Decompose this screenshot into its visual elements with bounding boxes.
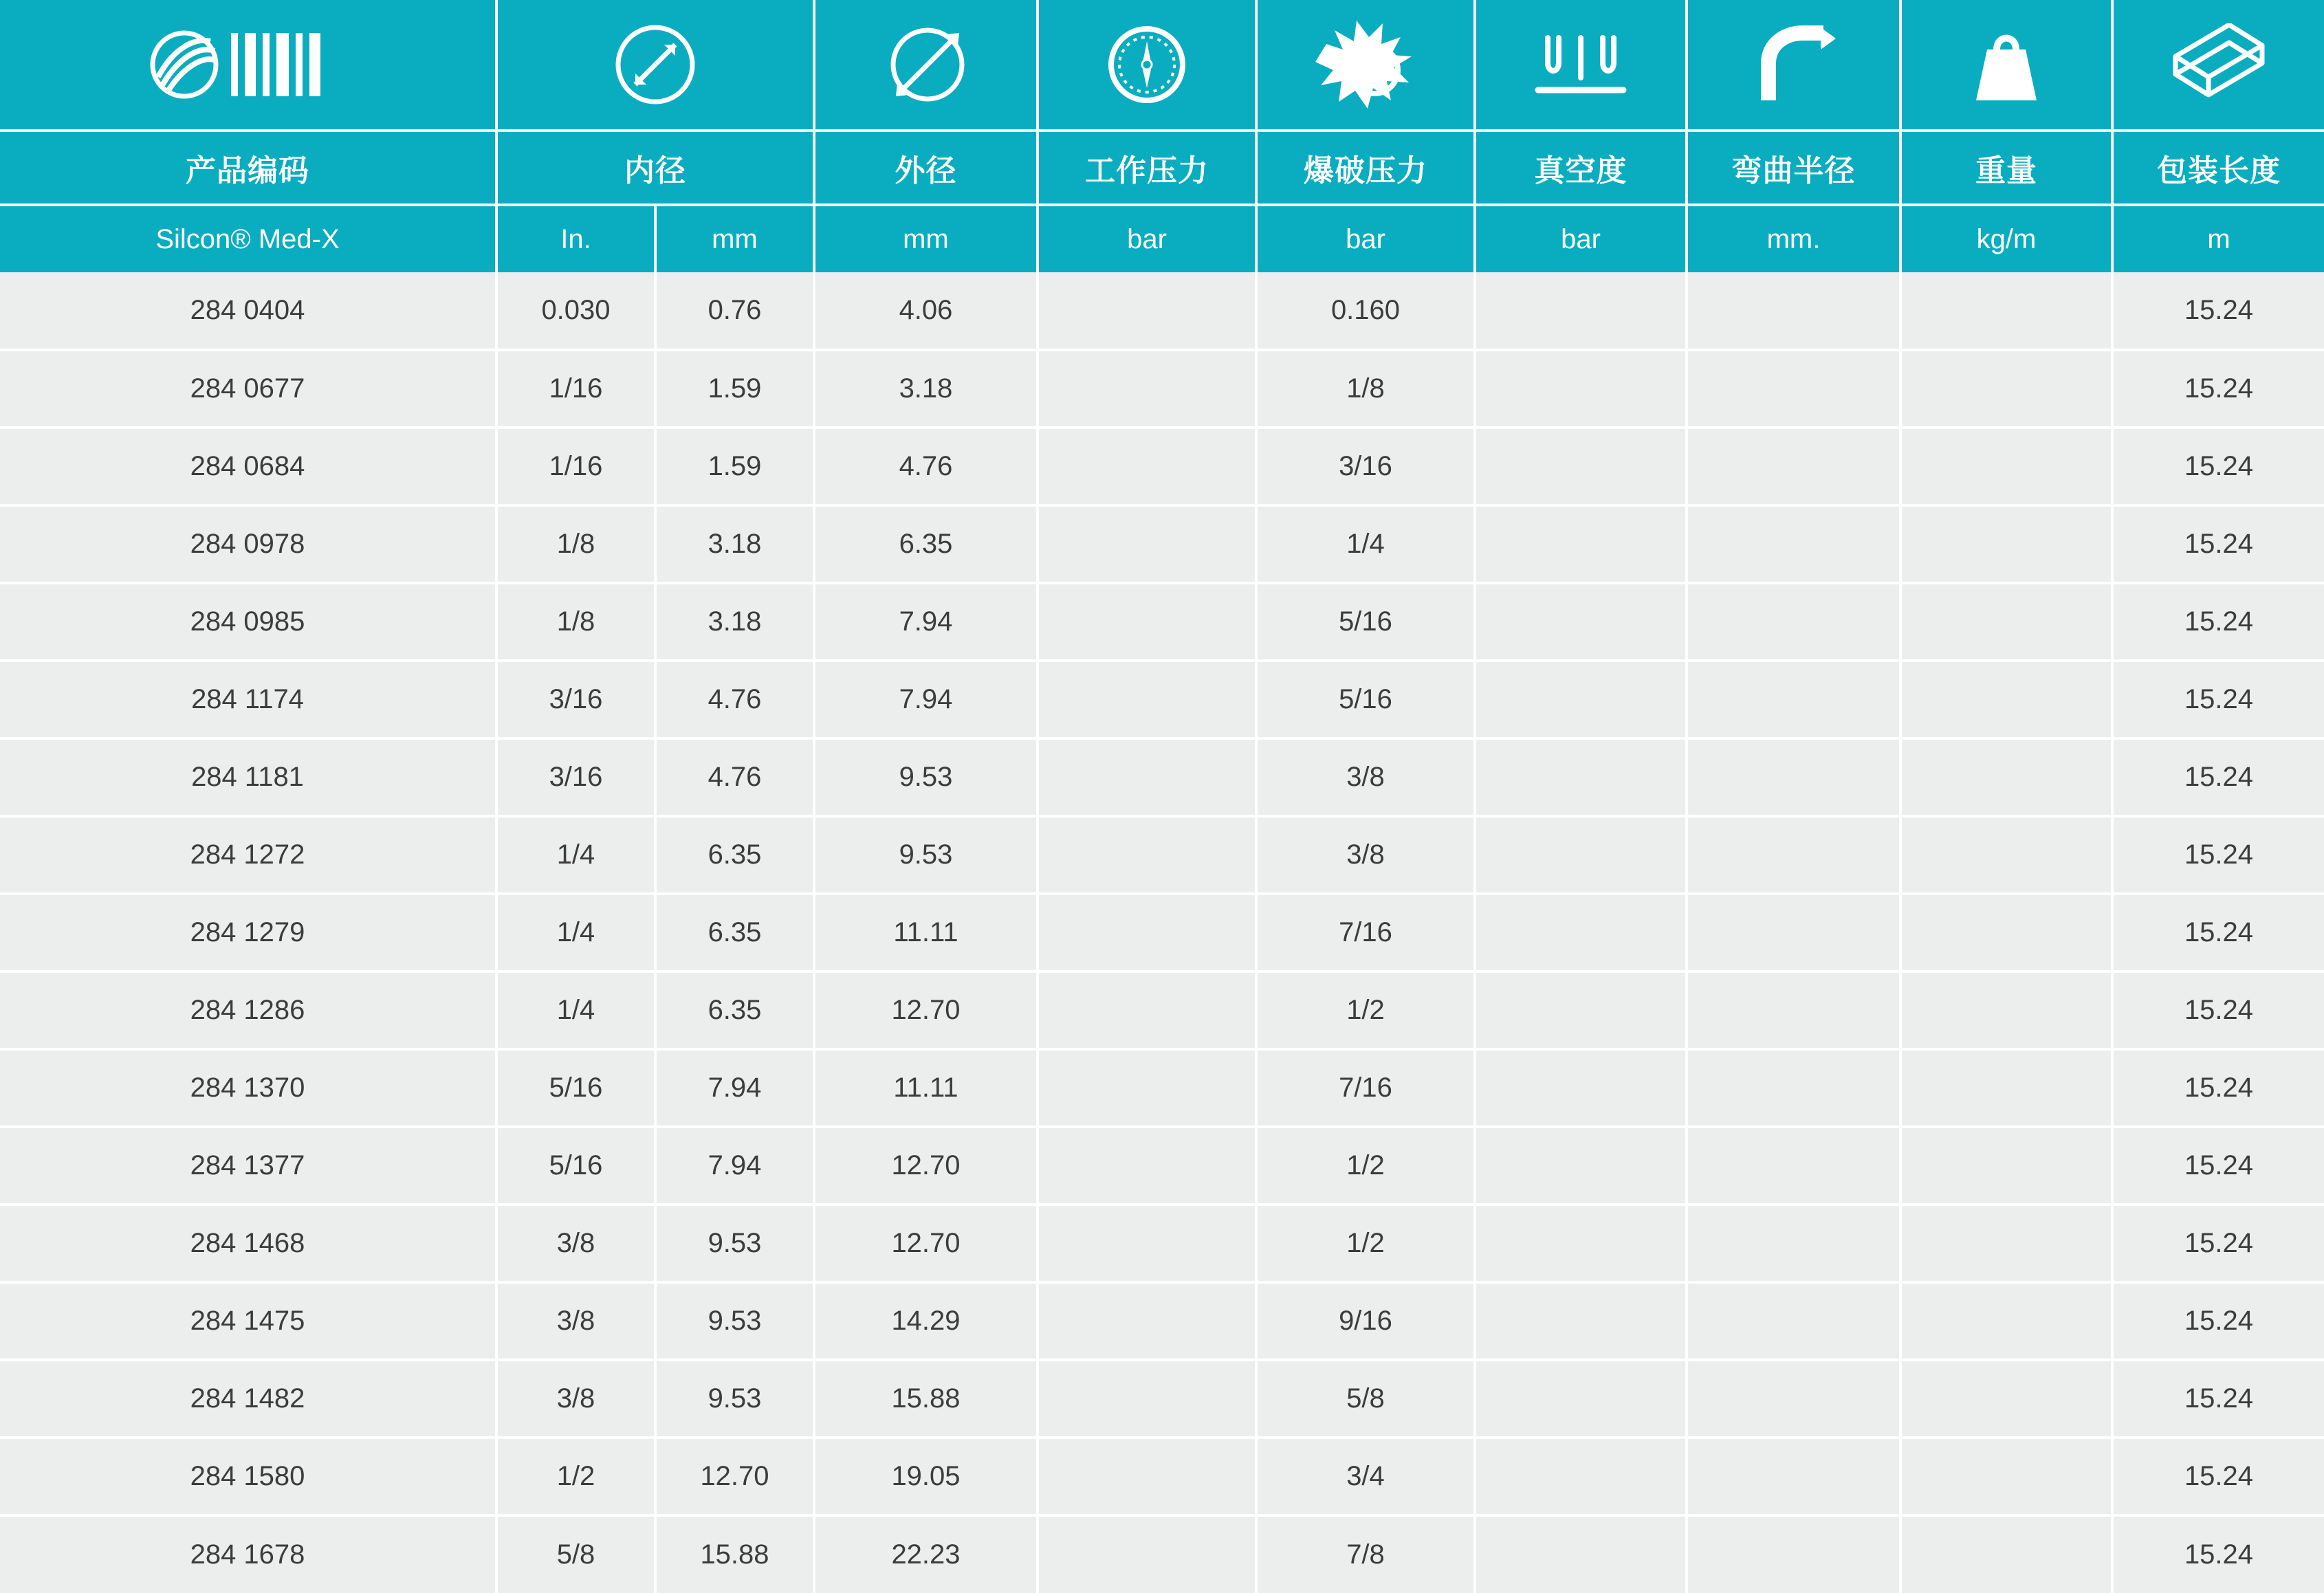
- cell-bend-radius: [1687, 738, 1900, 816]
- cell-package-length: 15.24: [2112, 1205, 2324, 1282]
- cell-bend-radius: [1687, 428, 1900, 505]
- table-row: [0, 505, 2324, 583]
- cell-weight: [1900, 1360, 2112, 1438]
- cell-inner-diameter-mm: 7.94: [655, 1127, 814, 1205]
- cell-weight: [1900, 1205, 2112, 1282]
- cell-vacuum: [1475, 661, 1687, 738]
- cell-inner-diameter-inch: 5/16: [496, 1049, 655, 1127]
- table-row: [0, 1205, 2324, 1282]
- cell-working-pressure: [1038, 1438, 1256, 1515]
- cell-vacuum: [1475, 1282, 1687, 1360]
- cell-package-length: 15.24: [2112, 894, 2324, 971]
- cell-inner-diameter-inch: 1/16: [496, 428, 655, 505]
- cell-product-code: 284 1279: [0, 894, 496, 971]
- outer-diameter-icon: [815, 0, 1036, 129]
- cell-inner-diameter-inch: 1/16: [496, 350, 655, 428]
- cell-package-length: 15.24: [2112, 816, 2324, 894]
- cell-product-code: 284 0404: [0, 272, 496, 350]
- icon-cell-package-length: [2112, 0, 2324, 131]
- cell-product-code: 284 1286: [0, 971, 496, 1049]
- cell-product-code: 284 1475: [0, 1282, 496, 1360]
- cell-burst-pressure: 7/16: [1256, 1049, 1475, 1127]
- table-row: [0, 816, 2324, 894]
- cell-inner-diameter-mm: 0.76: [655, 272, 814, 350]
- cell-outer-diameter-mm: 9.53: [814, 816, 1038, 894]
- cell-product-code: 284 1370: [0, 1049, 496, 1127]
- cell-inner-diameter-inch: 3/16: [496, 738, 655, 816]
- cell-bend-radius: [1687, 894, 1900, 971]
- cell-vacuum: [1475, 816, 1687, 894]
- icon-cell-outer-diameter: [814, 0, 1038, 131]
- cell-outer-diameter-mm: 22.23: [814, 1515, 1038, 1593]
- column-title-row: [0, 131, 2324, 205]
- table-row: [0, 1049, 2324, 1127]
- cell-product-code: 284 0978: [0, 505, 496, 583]
- cell-product-code: 284 1468: [0, 1205, 496, 1282]
- table-row: [0, 1282, 2324, 1360]
- cell-bend-radius: [1687, 272, 1900, 350]
- cell-inner-diameter-mm: 9.53: [655, 1282, 814, 1360]
- working-pressure-gauge-icon: [1039, 0, 1255, 129]
- cell-product-code: 284 0684: [0, 428, 496, 505]
- cell-inner-diameter-mm: 4.76: [655, 661, 814, 738]
- cell-working-pressure: [1038, 272, 1256, 350]
- unit-vacuum-bar: bar: [1475, 205, 1687, 272]
- table-row: [0, 272, 2324, 350]
- cell-product-code: 284 1272: [0, 816, 496, 894]
- cell-inner-diameter-mm: 15.88: [655, 1515, 814, 1593]
- icon-cell-burst-pressure: [1256, 0, 1475, 131]
- cell-outer-diameter-mm: 3.18: [814, 350, 1038, 428]
- cell-package-length: 15.24: [2112, 738, 2324, 816]
- cell-outer-diameter-mm: 15.88: [814, 1360, 1038, 1438]
- cell-working-pressure: [1038, 583, 1256, 661]
- unit-bend-radius-mm: mm.: [1687, 205, 1900, 272]
- table-row: [0, 1360, 2324, 1438]
- table-row: [0, 583, 2324, 661]
- icon-cell-vacuum: [1475, 0, 1687, 131]
- bend-radius-icon: [1688, 0, 1899, 129]
- table-row: [0, 1438, 2324, 1515]
- cell-outer-diameter-mm: 11.11: [814, 894, 1038, 971]
- cell-bend-radius: [1687, 1360, 1900, 1438]
- unit-inner-diameter-inch: In.: [496, 205, 655, 272]
- cell-working-pressure: [1038, 894, 1256, 971]
- cell-vacuum: [1475, 1438, 1687, 1515]
- cell-weight: [1900, 505, 2112, 583]
- cell-outer-diameter-mm: 11.11: [814, 1049, 1038, 1127]
- header-inner-diameter: 内径: [496, 131, 814, 205]
- cell-bend-radius: [1687, 971, 1900, 1049]
- cell-inner-diameter-inch: 1/4: [496, 816, 655, 894]
- cell-bend-radius: [1687, 1438, 1900, 1515]
- cell-inner-diameter-inch: 0.030: [496, 272, 655, 350]
- cell-vacuum: [1475, 894, 1687, 971]
- header-product-code: 产品编码: [0, 131, 496, 205]
- unit-product-family: Silcon® Med-X: [0, 205, 496, 272]
- header-bend-radius: 弯曲半径: [1687, 131, 1900, 205]
- cell-weight: [1900, 272, 2112, 350]
- cell-inner-diameter-mm: 7.94: [655, 1049, 814, 1127]
- cell-burst-pressure: 5/16: [1256, 583, 1475, 661]
- cell-vacuum: [1475, 738, 1687, 816]
- cell-package-length: 15.24: [2112, 272, 2324, 350]
- unit-outer-diameter-mm: mm: [814, 205, 1038, 272]
- cell-working-pressure: [1038, 1205, 1256, 1282]
- cell-package-length: 15.24: [2112, 1360, 2324, 1438]
- cell-outer-diameter-mm: 12.70: [814, 971, 1038, 1049]
- cell-burst-pressure: 5/8: [1256, 1360, 1475, 1438]
- cell-inner-diameter-inch: 3/8: [496, 1360, 655, 1438]
- cell-burst-pressure: 0.160: [1256, 272, 1475, 350]
- cell-inner-diameter-inch: 5/16: [496, 1127, 655, 1205]
- cell-weight: [1900, 583, 2112, 661]
- cell-package-length: 15.24: [2112, 1438, 2324, 1515]
- cell-vacuum: [1475, 1205, 1687, 1282]
- header-weight: 重量: [1900, 131, 2112, 205]
- table-row: [0, 1127, 2324, 1205]
- cell-inner-diameter-mm: 12.70: [655, 1438, 814, 1515]
- table-row: [0, 350, 2324, 428]
- cell-inner-diameter-inch: 3/16: [496, 661, 655, 738]
- cell-vacuum: [1475, 350, 1687, 428]
- cell-working-pressure: [1038, 1515, 1256, 1593]
- table-row: [0, 971, 2324, 1049]
- cell-package-length: 15.24: [2112, 661, 2324, 738]
- cell-working-pressure: [1038, 428, 1256, 505]
- cell-vacuum: [1475, 272, 1687, 350]
- cell-vacuum: [1475, 1360, 1687, 1438]
- cell-product-code: 284 1181: [0, 738, 496, 816]
- cell-outer-diameter-mm: 6.35: [814, 505, 1038, 583]
- cell-outer-diameter-mm: 19.05: [814, 1438, 1038, 1515]
- cell-package-length: 15.24: [2112, 428, 2324, 505]
- cell-weight: [1900, 1282, 2112, 1360]
- cell-weight: [1900, 661, 2112, 738]
- icon-cell-bend-radius: [1687, 0, 1900, 131]
- cell-bend-radius: [1687, 1282, 1900, 1360]
- cell-weight: [1900, 1438, 2112, 1515]
- cell-working-pressure: [1038, 738, 1256, 816]
- cell-product-code: 284 0677: [0, 350, 496, 428]
- cell-inner-diameter-inch: 3/8: [496, 1282, 655, 1360]
- cell-product-code: 284 1377: [0, 1127, 496, 1205]
- cell-bend-radius: [1687, 661, 1900, 738]
- cell-inner-diameter-mm: 4.76: [655, 738, 814, 816]
- table-row: [0, 894, 2324, 971]
- icon-cell-inner-diameter: [496, 0, 814, 131]
- inner-diameter-icon: [498, 0, 813, 129]
- cell-weight: [1900, 1127, 2112, 1205]
- cell-bend-radius: [1687, 816, 1900, 894]
- cell-inner-diameter-mm: 1.59: [655, 350, 814, 428]
- cell-package-length: 15.24: [2112, 1049, 2324, 1127]
- cell-bend-radius: [1687, 1205, 1900, 1282]
- cell-inner-diameter-mm: 6.35: [655, 894, 814, 971]
- cell-inner-diameter-inch: 1/4: [496, 971, 655, 1049]
- cell-outer-diameter-mm: 4.76: [814, 428, 1038, 505]
- cell-outer-diameter-mm: 14.29: [814, 1282, 1038, 1360]
- cell-package-length: 15.24: [2112, 971, 2324, 1049]
- cell-package-length: 15.24: [2112, 1515, 2324, 1593]
- cell-vacuum: [1475, 971, 1687, 1049]
- cell-burst-pressure: 9/16: [1256, 1282, 1475, 1360]
- unit-working-pressure-bar: bar: [1038, 205, 1256, 272]
- cell-burst-pressure: 3/8: [1256, 816, 1475, 894]
- burst-pressure-gauge-icon: [1258, 0, 1473, 129]
- cell-inner-diameter-mm: 3.18: [655, 505, 814, 583]
- icon-header-row: [0, 0, 2324, 131]
- cell-burst-pressure: 7/8: [1256, 1515, 1475, 1593]
- header-working-pressure: 工作压力: [1038, 131, 1256, 205]
- cell-inner-diameter-inch: 1/2: [496, 1438, 655, 1515]
- cell-working-pressure: [1038, 1282, 1256, 1360]
- cell-bend-radius: [1687, 350, 1900, 428]
- cell-inner-diameter-mm: 9.53: [655, 1205, 814, 1282]
- header-package-length: 包装长度: [2112, 131, 2324, 205]
- icon-cell-product-code: [0, 0, 496, 131]
- cell-inner-diameter-mm: 1.59: [655, 428, 814, 505]
- cell-package-length: 15.24: [2112, 505, 2324, 583]
- cell-working-pressure: [1038, 971, 1256, 1049]
- cell-weight: [1900, 738, 2112, 816]
- table-row: [0, 1515, 2324, 1593]
- cell-outer-diameter-mm: 9.53: [814, 738, 1038, 816]
- unit-package-length-m: m: [2112, 205, 2324, 272]
- cell-vacuum: [1475, 428, 1687, 505]
- cell-burst-pressure: 1/2: [1256, 1127, 1475, 1205]
- header-vacuum: 真空度: [1475, 131, 1687, 205]
- vacuum-icon: [1476, 0, 1685, 129]
- cell-vacuum: [1475, 505, 1687, 583]
- cell-burst-pressure: 1/4: [1256, 505, 1475, 583]
- cell-burst-pressure: 7/16: [1256, 894, 1475, 971]
- cell-weight: [1900, 1049, 2112, 1127]
- cell-outer-diameter-mm: 12.70: [814, 1205, 1038, 1282]
- cell-working-pressure: [1038, 1127, 1256, 1205]
- unit-weight-kgm: kg/m: [1900, 205, 2112, 272]
- cell-vacuum: [1475, 583, 1687, 661]
- cell-inner-diameter-mm: 9.53: [655, 1360, 814, 1438]
- cell-weight: [1900, 428, 2112, 505]
- cell-vacuum: [1475, 1127, 1687, 1205]
- cell-weight: [1900, 816, 2112, 894]
- cell-package-length: 15.24: [2112, 583, 2324, 661]
- cell-product-code: 284 1678: [0, 1515, 496, 1593]
- cell-burst-pressure: 3/4: [1256, 1438, 1475, 1515]
- table-row: [0, 661, 2324, 738]
- cell-weight: [1900, 971, 2112, 1049]
- cell-inner-diameter-mm: 3.18: [655, 583, 814, 661]
- units-row: [0, 205, 2324, 272]
- cell-bend-radius: [1687, 505, 1900, 583]
- icon-cell-working-pressure: [1038, 0, 1256, 131]
- cell-package-length: 15.24: [2112, 350, 2324, 428]
- cell-burst-pressure: 3/8: [1256, 738, 1475, 816]
- cell-outer-diameter-mm: 4.06: [814, 272, 1038, 350]
- icon-cell-weight: [1900, 0, 2112, 131]
- cell-product-code: 284 1174: [0, 661, 496, 738]
- cell-inner-diameter-inch: 1/4: [496, 894, 655, 971]
- cell-burst-pressure: 5/16: [1256, 661, 1475, 738]
- cell-package-length: 15.24: [2112, 1282, 2324, 1360]
- table-row: [0, 738, 2324, 816]
- unit-inner-diameter-mm: mm: [655, 205, 814, 272]
- table-row: [0, 428, 2324, 505]
- cell-inner-diameter-inch: 1/8: [496, 583, 655, 661]
- cell-working-pressure: [1038, 505, 1256, 583]
- cell-bend-radius: [1687, 1127, 1900, 1205]
- cell-weight: [1900, 894, 2112, 971]
- cell-outer-diameter-mm: 12.70: [814, 1127, 1038, 1205]
- cell-outer-diameter-mm: 7.94: [814, 661, 1038, 738]
- cell-burst-pressure: 1/2: [1256, 971, 1475, 1049]
- weight-icon: [1902, 0, 2111, 129]
- package-length-box-icon: [2114, 0, 2324, 129]
- unit-burst-pressure-bar: bar: [1256, 205, 1475, 272]
- cell-bend-radius: [1687, 1515, 1900, 1593]
- header-burst-pressure: 爆破压力: [1256, 131, 1475, 205]
- cell-inner-diameter-inch: 5/8: [496, 1515, 655, 1593]
- cell-weight: [1900, 1515, 2112, 1593]
- cell-vacuum: [1475, 1049, 1687, 1127]
- cell-outer-diameter-mm: 7.94: [814, 583, 1038, 661]
- product-code-barcode-icon: [0, 0, 495, 129]
- cell-inner-diameter-inch: 3/8: [496, 1205, 655, 1282]
- cell-bend-radius: [1687, 1049, 1900, 1127]
- cell-bend-radius: [1687, 583, 1900, 661]
- cell-working-pressure: [1038, 816, 1256, 894]
- cell-product-code: 284 1482: [0, 1360, 496, 1438]
- cell-working-pressure: [1038, 1049, 1256, 1127]
- cell-inner-diameter-mm: 6.35: [655, 816, 814, 894]
- cell-package-length: 15.24: [2112, 1127, 2324, 1205]
- cell-burst-pressure: 3/16: [1256, 428, 1475, 505]
- cell-working-pressure: [1038, 1360, 1256, 1438]
- cell-burst-pressure: 1/8: [1256, 350, 1475, 428]
- cell-product-code: 284 0985: [0, 583, 496, 661]
- cell-working-pressure: [1038, 661, 1256, 738]
- header-outer-diameter: 外径: [814, 131, 1038, 205]
- cell-inner-diameter-inch: 1/8: [496, 505, 655, 583]
- cell-product-code: 284 1580: [0, 1438, 496, 1515]
- cell-weight: [1900, 350, 2112, 428]
- cell-working-pressure: [1038, 350, 1256, 428]
- cell-inner-diameter-mm: 6.35: [655, 971, 814, 1049]
- cell-vacuum: [1475, 1515, 1687, 1593]
- cell-burst-pressure: 1/2: [1256, 1205, 1475, 1282]
- table-body: [0, 272, 2324, 1593]
